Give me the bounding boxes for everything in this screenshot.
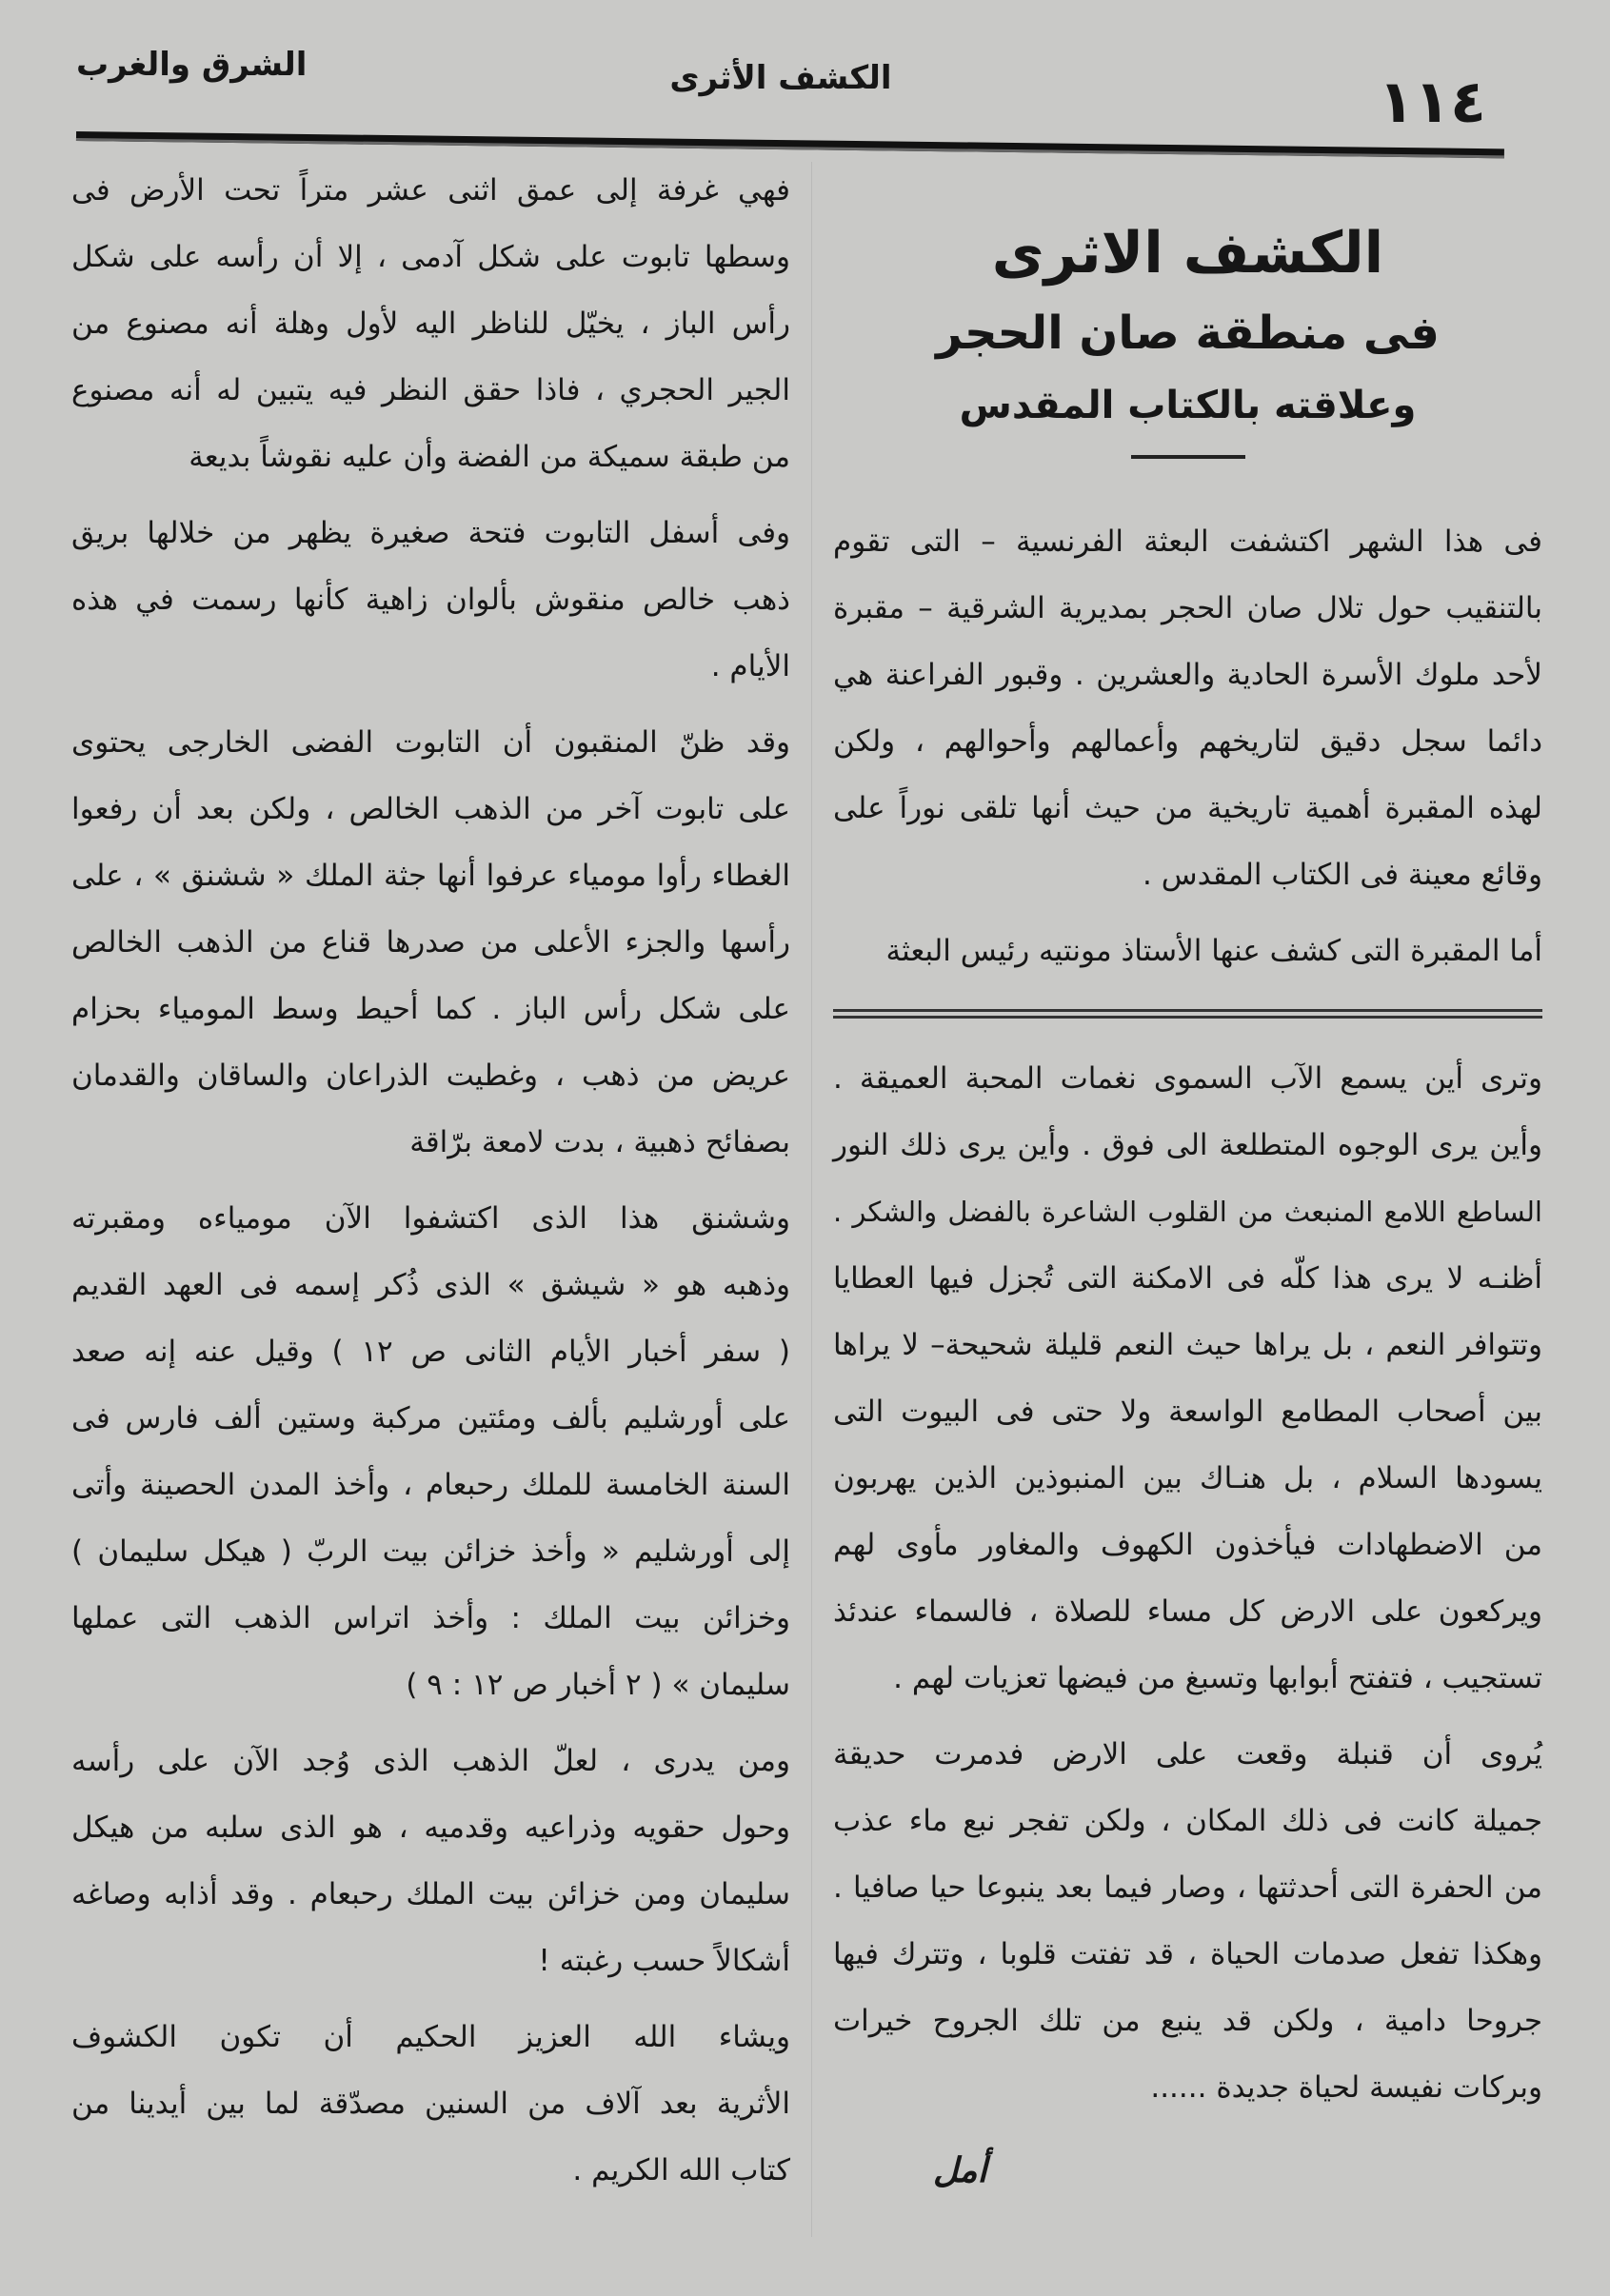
text-line: سليمان ومن خزائن بيت الملك رحبعام . وقد أذابه وصاغه bbox=[71, 1877, 790, 1911]
text-line: أشكالاً حسب رغبته ! bbox=[538, 1944, 790, 1978]
text-line: من طبقة سميكة من الفضة وأن عليه نقوشاً بديعة bbox=[189, 440, 790, 474]
second-piece bbox=[833, 1045, 1542, 2121]
paragraph bbox=[833, 508, 1542, 908]
text-line: وذهبه هو « شيشق » الذى ذُكر إسمه فى العهد القديم bbox=[71, 1268, 790, 1302]
header-rule bbox=[76, 131, 1504, 158]
text-line: أما المقبرة التى كشف عنها الأستاذ مونتيه رئيس البعثة bbox=[885, 933, 1542, 968]
text-line: ذهب خالص منقوش بألوان زاهية كأنها رسمت في هذه bbox=[71, 583, 790, 617]
paragraph bbox=[833, 1045, 1542, 1712]
text-line: يُروى أن قنبلة وقعت على الارض فدمرت حديقة bbox=[833, 1736, 1542, 1771]
text-line: على شكل رأس الباز . كما أحيط وسط المومياء بحزام bbox=[71, 992, 790, 1026]
text-line: ومن يدرى ، لعلّ الذهب الذى وُجد الآن على رأسه bbox=[71, 1744, 790, 1778]
journal-name: الشرق والغرب bbox=[76, 46, 308, 84]
text-line: جميلة كانت فى ذلك المكان ، ولكن تفجر نبع ماء عذب bbox=[833, 1803, 1542, 1838]
text-line: من الاضطهادات فيأخذون الكهوف والمغاور مأوى لهم bbox=[833, 1527, 1542, 1562]
text-line: بالتنقيب حول تلال صان الحجر بمديرية الشرقية – مقبرة bbox=[833, 590, 1542, 625]
text-line: وهكذا تفعل صدمات الحياة ، قد تفتت قلوبا ، وتترك فيها bbox=[833, 1936, 1542, 1971]
text-line: وترى أين يسمع الآب السموى نغمات المحبة العميقة . bbox=[833, 1060, 1542, 1096]
paragraph bbox=[71, 709, 790, 1176]
text-line: وبركات نفيسة لحياة جديدة ...... bbox=[1150, 2069, 1542, 2105]
article-title: الكشف الاثرى bbox=[991, 220, 1384, 287]
text-line: وفى أسفل التابوت فتحة صغيرة يظهر من خلالها بريق bbox=[71, 516, 790, 550]
text-line: وأين يرى الوجوه المتطلعة الى فوق . وأين يرى ذلك النور bbox=[833, 1127, 1542, 1162]
text-line: وششنق هذا الذى اكتشفوا الآن مومياءه ومقبرته bbox=[71, 1201, 790, 1236]
text-line: فهي غرفة إلى عمق اثنى عشر متراً تحت الأرض فى bbox=[71, 173, 790, 208]
text-line: كتاب الله الكريم . bbox=[572, 2153, 790, 2187]
page-number: ١١٤ bbox=[1378, 67, 1486, 136]
text-line: وقائع معينة فى الكتاب المقدس . bbox=[1143, 857, 1542, 892]
text-line: الأثرية بعد آلاف من السنين مصدّقة لما بين أيدينا من bbox=[71, 2087, 790, 2121]
author-signature: أمل bbox=[933, 2151, 987, 2190]
text-line: الغطاء رأوا مومياء عرفوا أنها جثة الملك « ششنق » ، على bbox=[71, 859, 790, 893]
text-line: رأس الباز ، يخيّل للناظر اليه لأول وهلة أنه مصنوع من bbox=[71, 307, 790, 341]
article-intro bbox=[833, 508, 1542, 984]
text-line: وقد ظنّ المنقبون أن التابوت الفضى الخارجى يحتوى bbox=[71, 725, 790, 760]
text-line: على أورشليم بألف ومئتين مركبة وستين ألف فارس فى bbox=[71, 1401, 790, 1435]
running-title: الكشف الأثرى bbox=[669, 59, 892, 97]
text-line: وخزائن بيت الملك : وأخذ اتراس الذهب التى عملها bbox=[71, 1601, 790, 1635]
text-line: دائما سجل دقيق لتاريخهم وأعمالهم وأحوالهم ، ولكن bbox=[833, 723, 1542, 759]
text-line: فى هذا الشهر اكتشفت البعثة الفرنسية – التى تقوم bbox=[833, 524, 1542, 559]
text-line: لأحد ملوك الأسرة الحادية والعشرين . وقبور الفراعنة هي bbox=[833, 657, 1542, 692]
text-line: بصفائح ذهبية ، بدت لامعة برّاقة bbox=[409, 1125, 790, 1159]
text-line: من الحفرة التى أحدثتها ، وصار فيما بعد ينبوعا حيا صافيا . bbox=[833, 1870, 1542, 1905]
text-line: جروحا دامية ، ولكن قد ينبع من تلك الجروح خيرات bbox=[833, 2003, 1542, 2038]
right-column bbox=[833, 219, 1542, 2130]
text-line: وسطها تابوت على شكل آدمى ، إلا أن رأسه على شكل bbox=[71, 240, 790, 274]
article-subtitle: فى منطقة صان الحجر bbox=[936, 307, 1440, 360]
text-line: يسودها السلام ، بل هنـاك بين المنبوذين الذين يهربون bbox=[833, 1460, 1542, 1495]
paragraph bbox=[833, 918, 1542, 984]
paragraph bbox=[833, 1721, 1542, 2121]
paragraph bbox=[71, 2004, 790, 2204]
text-line: على تابوت آخر من الذهب الخالص ، ولكن بعد أن رفعوا bbox=[71, 792, 790, 826]
text-line: الساطع اللامع المنبعث من القلوب الشاعرة بالفضل والشكر . bbox=[833, 1195, 1542, 1228]
text-line: السنة الخامسة للملك رحبعام ، وأخذ المدن الحصينة وأتى bbox=[71, 1468, 790, 1502]
text-line: ويشاء الله العزيز الحكيم أن تكون الكشوف bbox=[71, 2020, 790, 2054]
text-line: رأسها والجزء الأعلى من صدرها قناع من الذهب الخالص bbox=[71, 925, 790, 960]
article-subtitle: وعلاقته بالكتاب المقدس bbox=[959, 383, 1417, 427]
text-line: الأيام . bbox=[710, 649, 790, 683]
text-line: إلى أورشليم « وأخذ خزائن بيت الربّ ( هيكل سليمان ) bbox=[71, 1534, 790, 1569]
paragraph bbox=[71, 1728, 790, 1994]
title-rule bbox=[1131, 455, 1245, 459]
paragraph bbox=[71, 1185, 790, 1718]
text-line: أظنـه لا يرى هذا كلّه فى الامكنة التى تُجزل فيها العطايا bbox=[833, 1260, 1542, 1296]
text-line: وحول حقويه وذراعيه وقدميه ، هو الذى سلبه من هيكل bbox=[71, 1811, 790, 1845]
section-divider bbox=[833, 1009, 1542, 1019]
left-column bbox=[71, 157, 790, 2213]
column-divider bbox=[811, 162, 812, 2237]
paragraph bbox=[71, 500, 790, 700]
text-line: لهذه المقبرة أهمية تاريخية من حيث أنها تلقى نوراً على bbox=[833, 790, 1542, 825]
text-line: وتتوافر النعم ، بل يراها حيث النعم قليلة شحيحة– لا يراها bbox=[833, 1327, 1542, 1362]
text-line: الجير الحجري ، فاذا حقق النظر فيه يتبين له أنه مصنوع bbox=[71, 373, 790, 407]
text-line: تستجيب ، فتفتح أبوابها وتسبغ من فيضها تعزيات لهم . bbox=[893, 1660, 1542, 1695]
paragraph bbox=[71, 157, 790, 490]
text-line: عريض من ذهب ، وغطيت الذراعان والساقان والقدمان bbox=[71, 1059, 790, 1093]
text-line: ( سفر أخبار الأيام الثانى ص ١٢ ) وقيل عنه إنه صعد bbox=[71, 1335, 791, 1369]
text-line: سليمان » ( ٢ أخبار ص ١٢ : ٩ ) bbox=[406, 1668, 790, 1702]
text-line: بين أصحاب المطامع الواسعة ولا حتى فى البيوت التى bbox=[833, 1394, 1542, 1429]
text-line: ويركعون على الارض كل مساء للصلاة ، فالسماء عندئذ bbox=[833, 1593, 1542, 1629]
